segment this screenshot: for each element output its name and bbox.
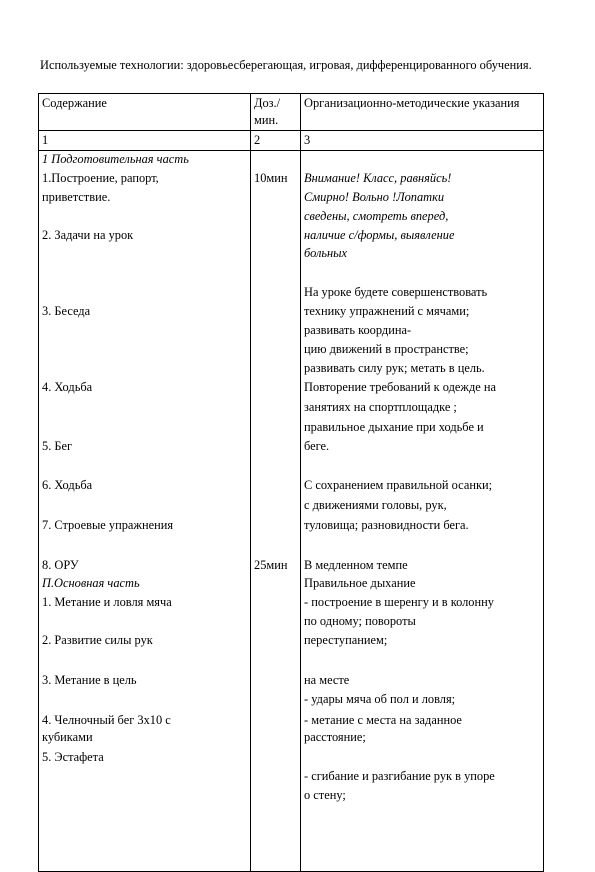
item-warmup: 8. ОРУ — [42, 558, 79, 572]
lesson-plan-table — [38, 93, 544, 872]
instr-g2: - удары мяча об пол и ловля; — [304, 692, 456, 706]
instr-f5: переступанием; — [304, 633, 388, 647]
instr-e3: туловища; разновидности бега. — [304, 518, 469, 532]
instr-a1: Внимание! Класс, равняйсь! — [304, 171, 452, 185]
col-number-2: 2 — [251, 131, 301, 151]
item-walking-2: 6. Ходьба — [42, 478, 93, 492]
instr-a2: Смирно! Вольно !Лопатки — [304, 190, 445, 204]
content-cell — [39, 151, 251, 872]
instr-b1: На уроке будете совершенствовать — [304, 285, 488, 299]
dosage-cell — [251, 151, 301, 872]
instr-g1: на месте — [304, 673, 350, 687]
instr-f1: В медленном темпе — [304, 558, 408, 572]
item-shuttle-run: 4. Челночный бег 3х10 с — [42, 713, 171, 727]
header-content: Содержание — [39, 94, 251, 131]
item-arm-strength: 2. Развитие силы рук — [42, 633, 153, 647]
item-running: 5. Бег — [42, 439, 73, 453]
instr-e2: с движениями головы, рук, — [304, 498, 447, 512]
instr-c3: правильное дыхание при ходьбе и — [304, 420, 484, 434]
instr-f4: по одному; повороты — [304, 614, 416, 628]
instr-a4: наличие с/формы, выявление — [304, 228, 455, 242]
instr-c2: занятиях на спортплощадке ; — [304, 400, 457, 414]
instr-b3: развивать координа- — [304, 323, 412, 337]
instr-f2: Правильное дыхание — [304, 576, 416, 590]
item-throw-catch: 1. Метание и ловля мяча — [42, 595, 172, 609]
item-relay: 5. Эстафета — [42, 750, 104, 764]
instr-a5: больных — [304, 246, 348, 260]
instr-b5: развивать силу рук; метать в цель. — [304, 361, 485, 375]
item-lineup: 1.Построение, рапорт, — [42, 171, 159, 185]
instr-g4: расстояние; — [304, 730, 366, 744]
instr-c1: Повторение требований к одежде на — [304, 380, 496, 394]
item-drill: 7. Строевые упражнения — [42, 518, 174, 532]
instr-h1: - сгибание и разгибание рук в упоре — [304, 769, 495, 783]
dosage-main: 25мин — [254, 558, 288, 572]
instr-h2: о стену; — [304, 788, 346, 802]
item-walking: 4. Ходьба — [42, 380, 93, 394]
col-number-1: 1 — [39, 131, 251, 151]
col-number-3: 3 — [301, 131, 544, 151]
header-dosage: Доз./ мин. — [251, 94, 301, 131]
technologies-text: Используемые технологии: здоровьесберегающая, игровая, дифференцированного обучения. — [40, 58, 532, 72]
instructions-cell — [301, 151, 544, 872]
instr-f3: - построение в шеренгу и в колонну — [304, 595, 494, 609]
instr-a3: сведены, смотреть вперед, — [304, 209, 449, 223]
body-row — [39, 151, 544, 872]
section-main: П.Основная часть — [42, 576, 140, 590]
instr-g3: - метание с места на заданное — [304, 713, 462, 727]
dosage-preparatory: 10мин — [254, 171, 288, 185]
header-instructions: Организационно-методические указания — [301, 94, 544, 131]
instr-b4: цию движений в пространстве; — [304, 342, 469, 356]
instr-c4: беге. — [304, 439, 330, 453]
item-objectives: 2. Задачи на урок — [42, 228, 134, 242]
item-lineup-cont: приветствие. — [42, 190, 111, 204]
item-shuttle-run-cont: кубиками — [42, 730, 93, 744]
header-row — [39, 94, 544, 131]
instr-e1: С сохранением правильной осанки; — [304, 478, 493, 492]
section-preparatory: 1 Подготовительная часть — [42, 152, 189, 166]
item-talk: 3. Беседа — [42, 304, 91, 318]
item-target-throw: 3. Метание в цель — [42, 673, 137, 687]
instr-b2: технику упражнений с мячами; — [304, 304, 470, 318]
number-row — [39, 131, 544, 151]
